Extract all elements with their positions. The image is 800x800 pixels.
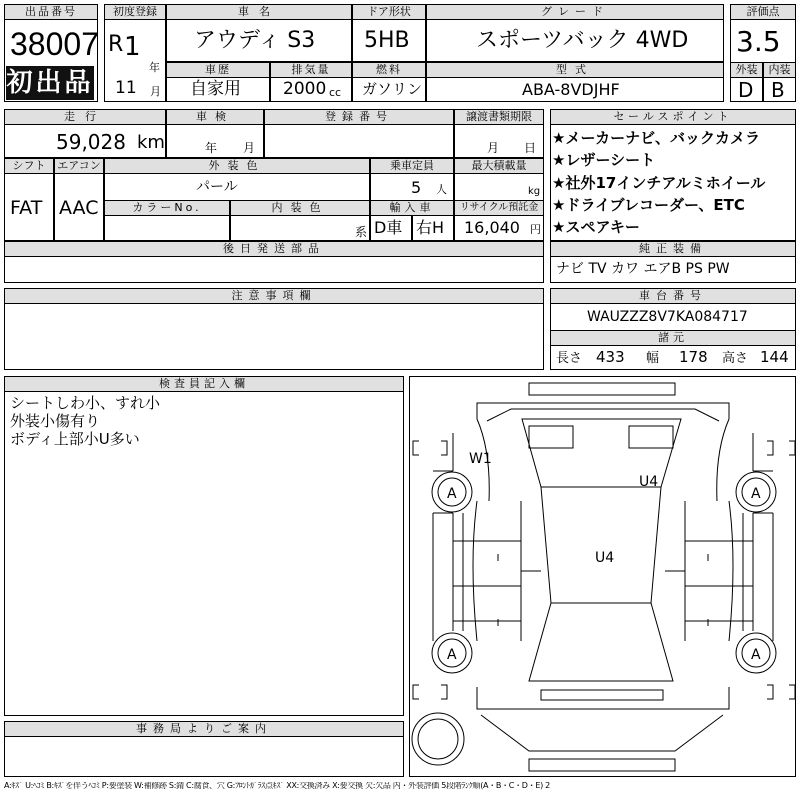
equip-label: 純正装備 — [550, 241, 796, 257]
door-label: ドア形状 — [352, 4, 426, 20]
sales-item: ★レザーシート — [552, 151, 656, 169]
color-value: パール — [196, 179, 238, 195]
reg-month-unit: 月 — [150, 85, 161, 98]
damage-mark: A — [447, 647, 457, 663]
inspector-line: ボディ上部小U多い — [10, 430, 140, 448]
score-ext: D — [738, 78, 754, 102]
sales-label: セールスポイント — [550, 109, 796, 125]
shaken-label: 車検 — [166, 109, 264, 125]
int-color-box — [230, 215, 370, 241]
disp-value: 2000 — [283, 79, 327, 99]
import-value-2: 右H — [416, 218, 445, 237]
car-name: アウディ S3 — [194, 28, 316, 53]
equip-value: ナビ TV カワ エアB PS PW — [556, 261, 730, 277]
load-label: 最大積載量 — [454, 158, 544, 174]
history-value: 自家用 — [190, 79, 241, 99]
notes-label: 注意事項欄 — [4, 288, 544, 304]
import-value-1: D車 — [374, 218, 403, 237]
disp-label: 排気量 — [270, 62, 352, 78]
score-value: 3.5 — [736, 25, 781, 58]
score-int: B — [771, 78, 785, 102]
lot-label: 出品番号 — [4, 4, 98, 20]
car-diagram — [409, 376, 796, 777]
color-label: 外装色 — [104, 158, 370, 174]
inspector-label: 検査員記入欄 — [4, 376, 404, 392]
dims-height: 144 — [760, 348, 789, 366]
transfer-label: 譲渡書類期限 — [454, 109, 544, 125]
load-unit: kg — [528, 186, 541, 197]
shaken-month-unit: 月 — [243, 141, 256, 155]
disp-unit: cc — [329, 86, 342, 99]
reg-label: 初度登録 — [104, 4, 166, 20]
transfer-month-unit: 月 — [487, 141, 500, 155]
mileage-value: 59,028 — [56, 130, 126, 154]
plate-label: 登録番号 — [264, 109, 454, 125]
int-color-suffix: 系 — [355, 225, 368, 239]
fuel-label: 燃料 — [352, 62, 426, 78]
ac-label: エアコン — [54, 158, 104, 174]
dims-label: 諸元 — [550, 330, 796, 346]
score-int-label: 内装 — [763, 62, 796, 78]
damage-mark: A — [751, 486, 761, 502]
score-ext-label: 外装 — [730, 62, 763, 78]
shaken-year-unit: 年 — [205, 141, 218, 155]
color-no-box — [104, 215, 230, 241]
damage-mark: A — [751, 647, 761, 663]
reg-year-unit: 年 — [149, 61, 160, 74]
dims-width: 178 — [679, 348, 708, 366]
reg-month: 11 — [115, 78, 137, 98]
recycle-unit: 円 — [530, 223, 541, 236]
damage-mark: A — [447, 486, 457, 502]
history-label: 車歴 — [166, 62, 270, 78]
transfer-day-unit: 日 — [524, 141, 537, 155]
shift-label: シフト — [4, 158, 54, 174]
inspector-line: 外装小傷有り — [10, 412, 101, 430]
lot-number: 38007 — [10, 26, 99, 62]
dims-length: 433 — [596, 348, 625, 366]
sales-item: ★メーカーナビ、バックカメラ — [552, 129, 760, 147]
chassis-value: WAUZZZ8V7KA084717 — [587, 309, 748, 325]
dims-height-label: 高さ — [722, 351, 749, 366]
import-label: 輸入車 — [370, 200, 454, 216]
sales-item: ★スペアキー — [552, 218, 640, 236]
mileage-unit: km — [137, 132, 165, 153]
car-name-label: 車名 — [166, 4, 352, 20]
office-label: 事務局よりご案内 — [4, 721, 404, 737]
damage-mark: W1 — [469, 451, 492, 467]
damage-mark: U4 — [639, 474, 659, 490]
damage-mark: U4 — [595, 550, 615, 566]
cap-unit: 人 — [436, 183, 447, 196]
reg-era: R — [108, 32, 124, 57]
grade-value: スポーツバック 4WD — [476, 28, 689, 53]
door-value: 5HB — [364, 28, 410, 53]
score-label: 評価点 — [730, 4, 796, 20]
chassis-label: 車台番号 — [550, 288, 796, 304]
inspector-line: シートしわ小、すれ小 — [10, 394, 161, 412]
shift-value: FAT — [10, 197, 43, 219]
model-value: ABA-8VDJHF — [522, 80, 620, 99]
mileage-label: 走行 — [4, 109, 166, 125]
recycle-value: 16,040 — [464, 218, 520, 237]
cap-value: 5 — [411, 178, 422, 197]
car-outline — [410, 377, 796, 777]
sales-item: ★社外17インチアルミホイール — [552, 174, 766, 192]
ac-value: AAC — [59, 197, 99, 219]
plate-box — [264, 124, 454, 158]
dims-length-label: 長さ — [556, 351, 583, 366]
first-listing-badge: 初出品 — [6, 68, 94, 98]
dims-width-label: 幅 — [646, 351, 660, 366]
fuel-value: ガソリン — [362, 80, 423, 98]
legend: A:ｷｽﾞ U:ﾍｺﾐ B:ｷｽﾞを伴うﾍｺﾐ P:要塗装 W:補修跡 S:錆 C:腐食、穴 G:ﾌﾛﾝﾄｶﾞﾗｽ点ｷｽﾞ XX:交換済み X:要交換 欠:欠品 内・外装評価 5段階ﾗﾝｸ順(A・B・C・D・E) 2 — [4, 782, 550, 790]
recycle-label: リサイクル預託金 — [454, 200, 544, 216]
grade-label: グレード — [426, 4, 724, 20]
cap-label: 乗車定員 — [370, 158, 454, 174]
later-parts-label: 後日発送部品 — [4, 241, 544, 257]
model-label: 型式 — [426, 62, 724, 78]
color-no-label: カラーNo. — [104, 200, 230, 216]
reg-year: 1 — [124, 32, 141, 62]
sales-item: ★ドライブレコーダー、ETC — [552, 196, 745, 214]
int-color-label: 内装色 — [230, 200, 370, 216]
